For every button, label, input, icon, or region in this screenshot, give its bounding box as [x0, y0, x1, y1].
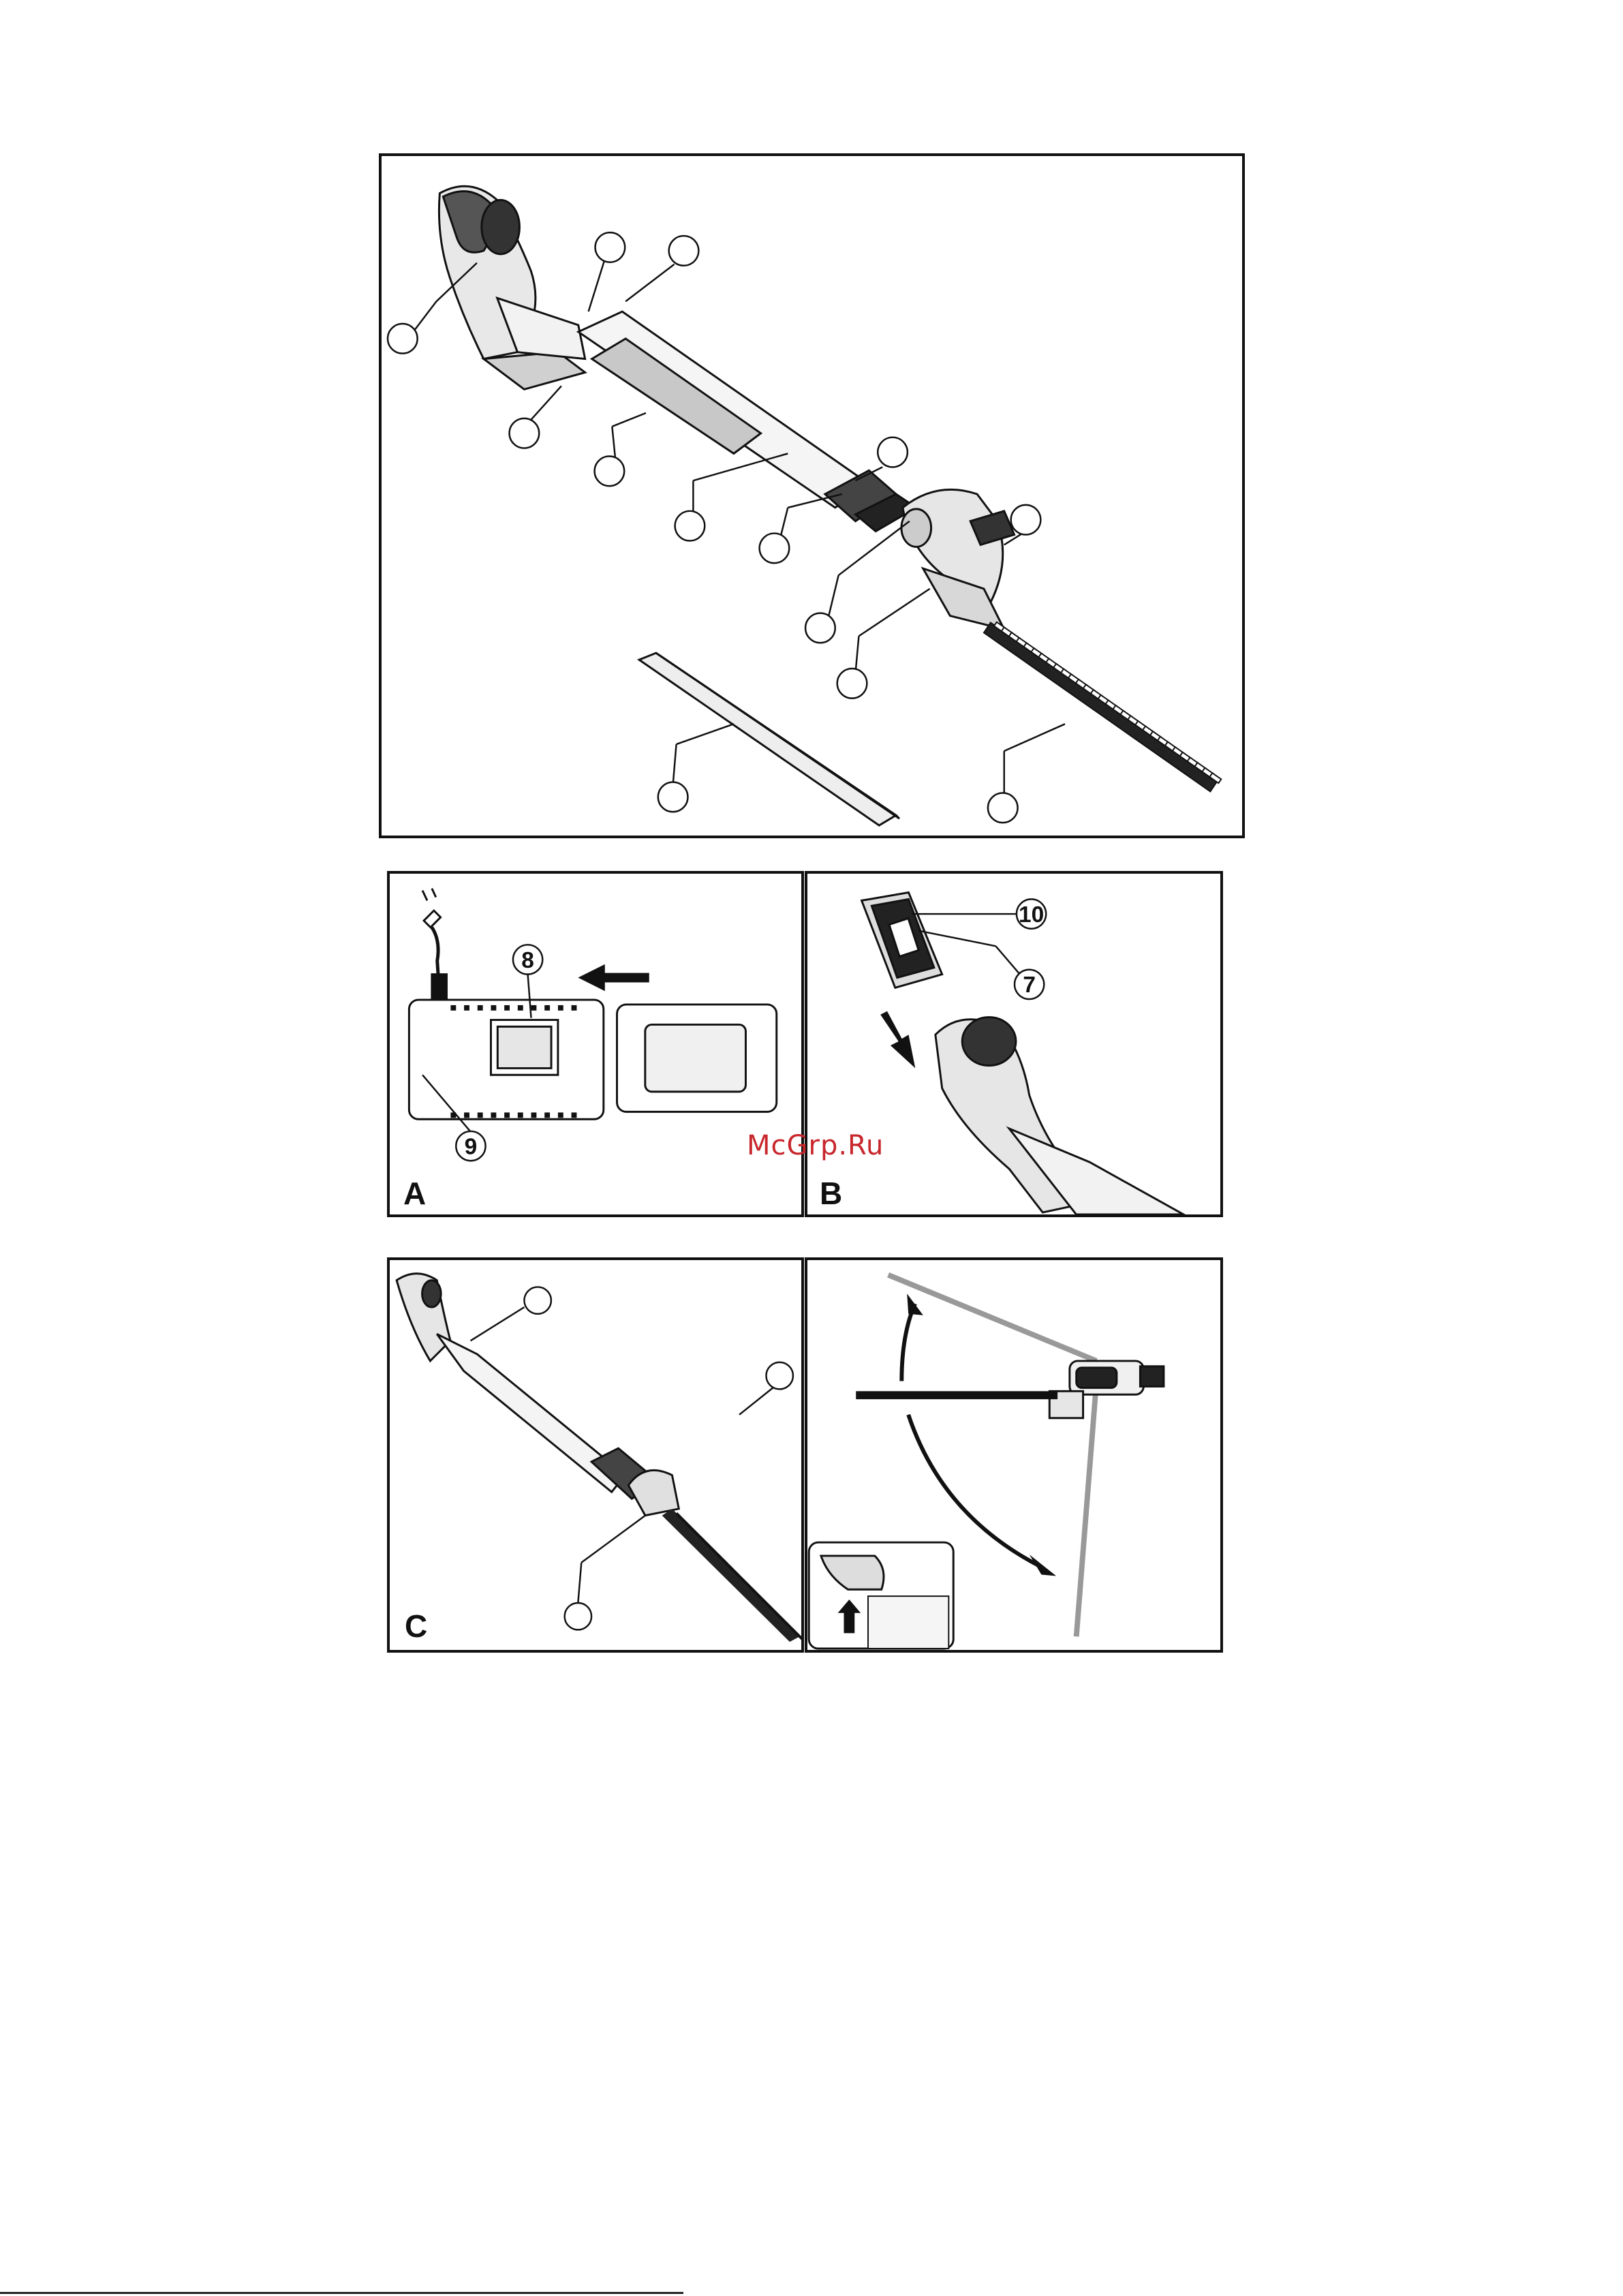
insert-direction-arrow [880, 1011, 915, 1069]
power-plug [422, 889, 446, 1001]
figure-b-battery [805, 871, 1223, 1217]
hedge-trimmer-drawing [382, 156, 1242, 836]
figure-a-letter: A [403, 1176, 427, 1211]
vent-slot [464, 1005, 469, 1011]
battery-pack [862, 893, 942, 988]
site-watermark: McGrp.Ru [747, 1130, 884, 1161]
shaft [578, 311, 916, 531]
vent-slot [491, 1112, 496, 1118]
callout-7: 7 [1023, 973, 1036, 998]
vent-slot [491, 1005, 496, 1011]
vent-slot [478, 1005, 483, 1011]
callout-8: 8 [521, 947, 534, 973]
vent-slot [544, 1005, 550, 1011]
arrow-down-head [1030, 1555, 1056, 1576]
handle [936, 1017, 1184, 1214]
rotation-arrows [901, 1304, 1039, 1566]
charger-base [409, 1000, 603, 1119]
battery-pack [617, 1005, 776, 1112]
blade [984, 622, 1221, 792]
vent-slot [572, 1112, 577, 1118]
vent-slot [464, 1112, 469, 1118]
vent-slot [478, 1112, 483, 1118]
cutter-head [1049, 1361, 1164, 1418]
figure-main-overview [379, 153, 1245, 838]
callout-10: 10 [1018, 902, 1045, 928]
callout-9: 9 [464, 1134, 478, 1160]
figure-b-letter: B [820, 1176, 843, 1211]
vent-slot [518, 1112, 523, 1118]
vent-slot [558, 1112, 563, 1118]
cutter-head [901, 489, 1015, 629]
blade [662, 1509, 801, 1642]
vent-slot [558, 1005, 563, 1011]
charger-drawing [390, 874, 801, 1214]
figure-c-side-view [387, 1257, 804, 1653]
vent-slot [544, 1112, 550, 1118]
page-bottom-rule [0, 2292, 683, 2294]
figure-c-letter: C [405, 1608, 428, 1644]
insert-direction-arrow [578, 964, 649, 991]
vent-slot [531, 1005, 537, 1011]
blade [856, 1391, 1057, 1399]
vent-slot [572, 1005, 577, 1011]
figure-d-angle-adjust [805, 1257, 1223, 1653]
angle-adjust-drawing [807, 1260, 1220, 1650]
side-view-drawing [390, 1260, 801, 1650]
vent-slot [504, 1112, 510, 1118]
handle [439, 186, 585, 389]
battery-insertion-drawing [807, 874, 1220, 1214]
vent-slot [531, 1112, 537, 1118]
vent-slot [504, 1005, 510, 1011]
release-button-inset [809, 1542, 953, 1649]
figure-a-charger [387, 871, 804, 1217]
vent-slot [450, 1005, 456, 1011]
vent-slot [518, 1005, 523, 1011]
